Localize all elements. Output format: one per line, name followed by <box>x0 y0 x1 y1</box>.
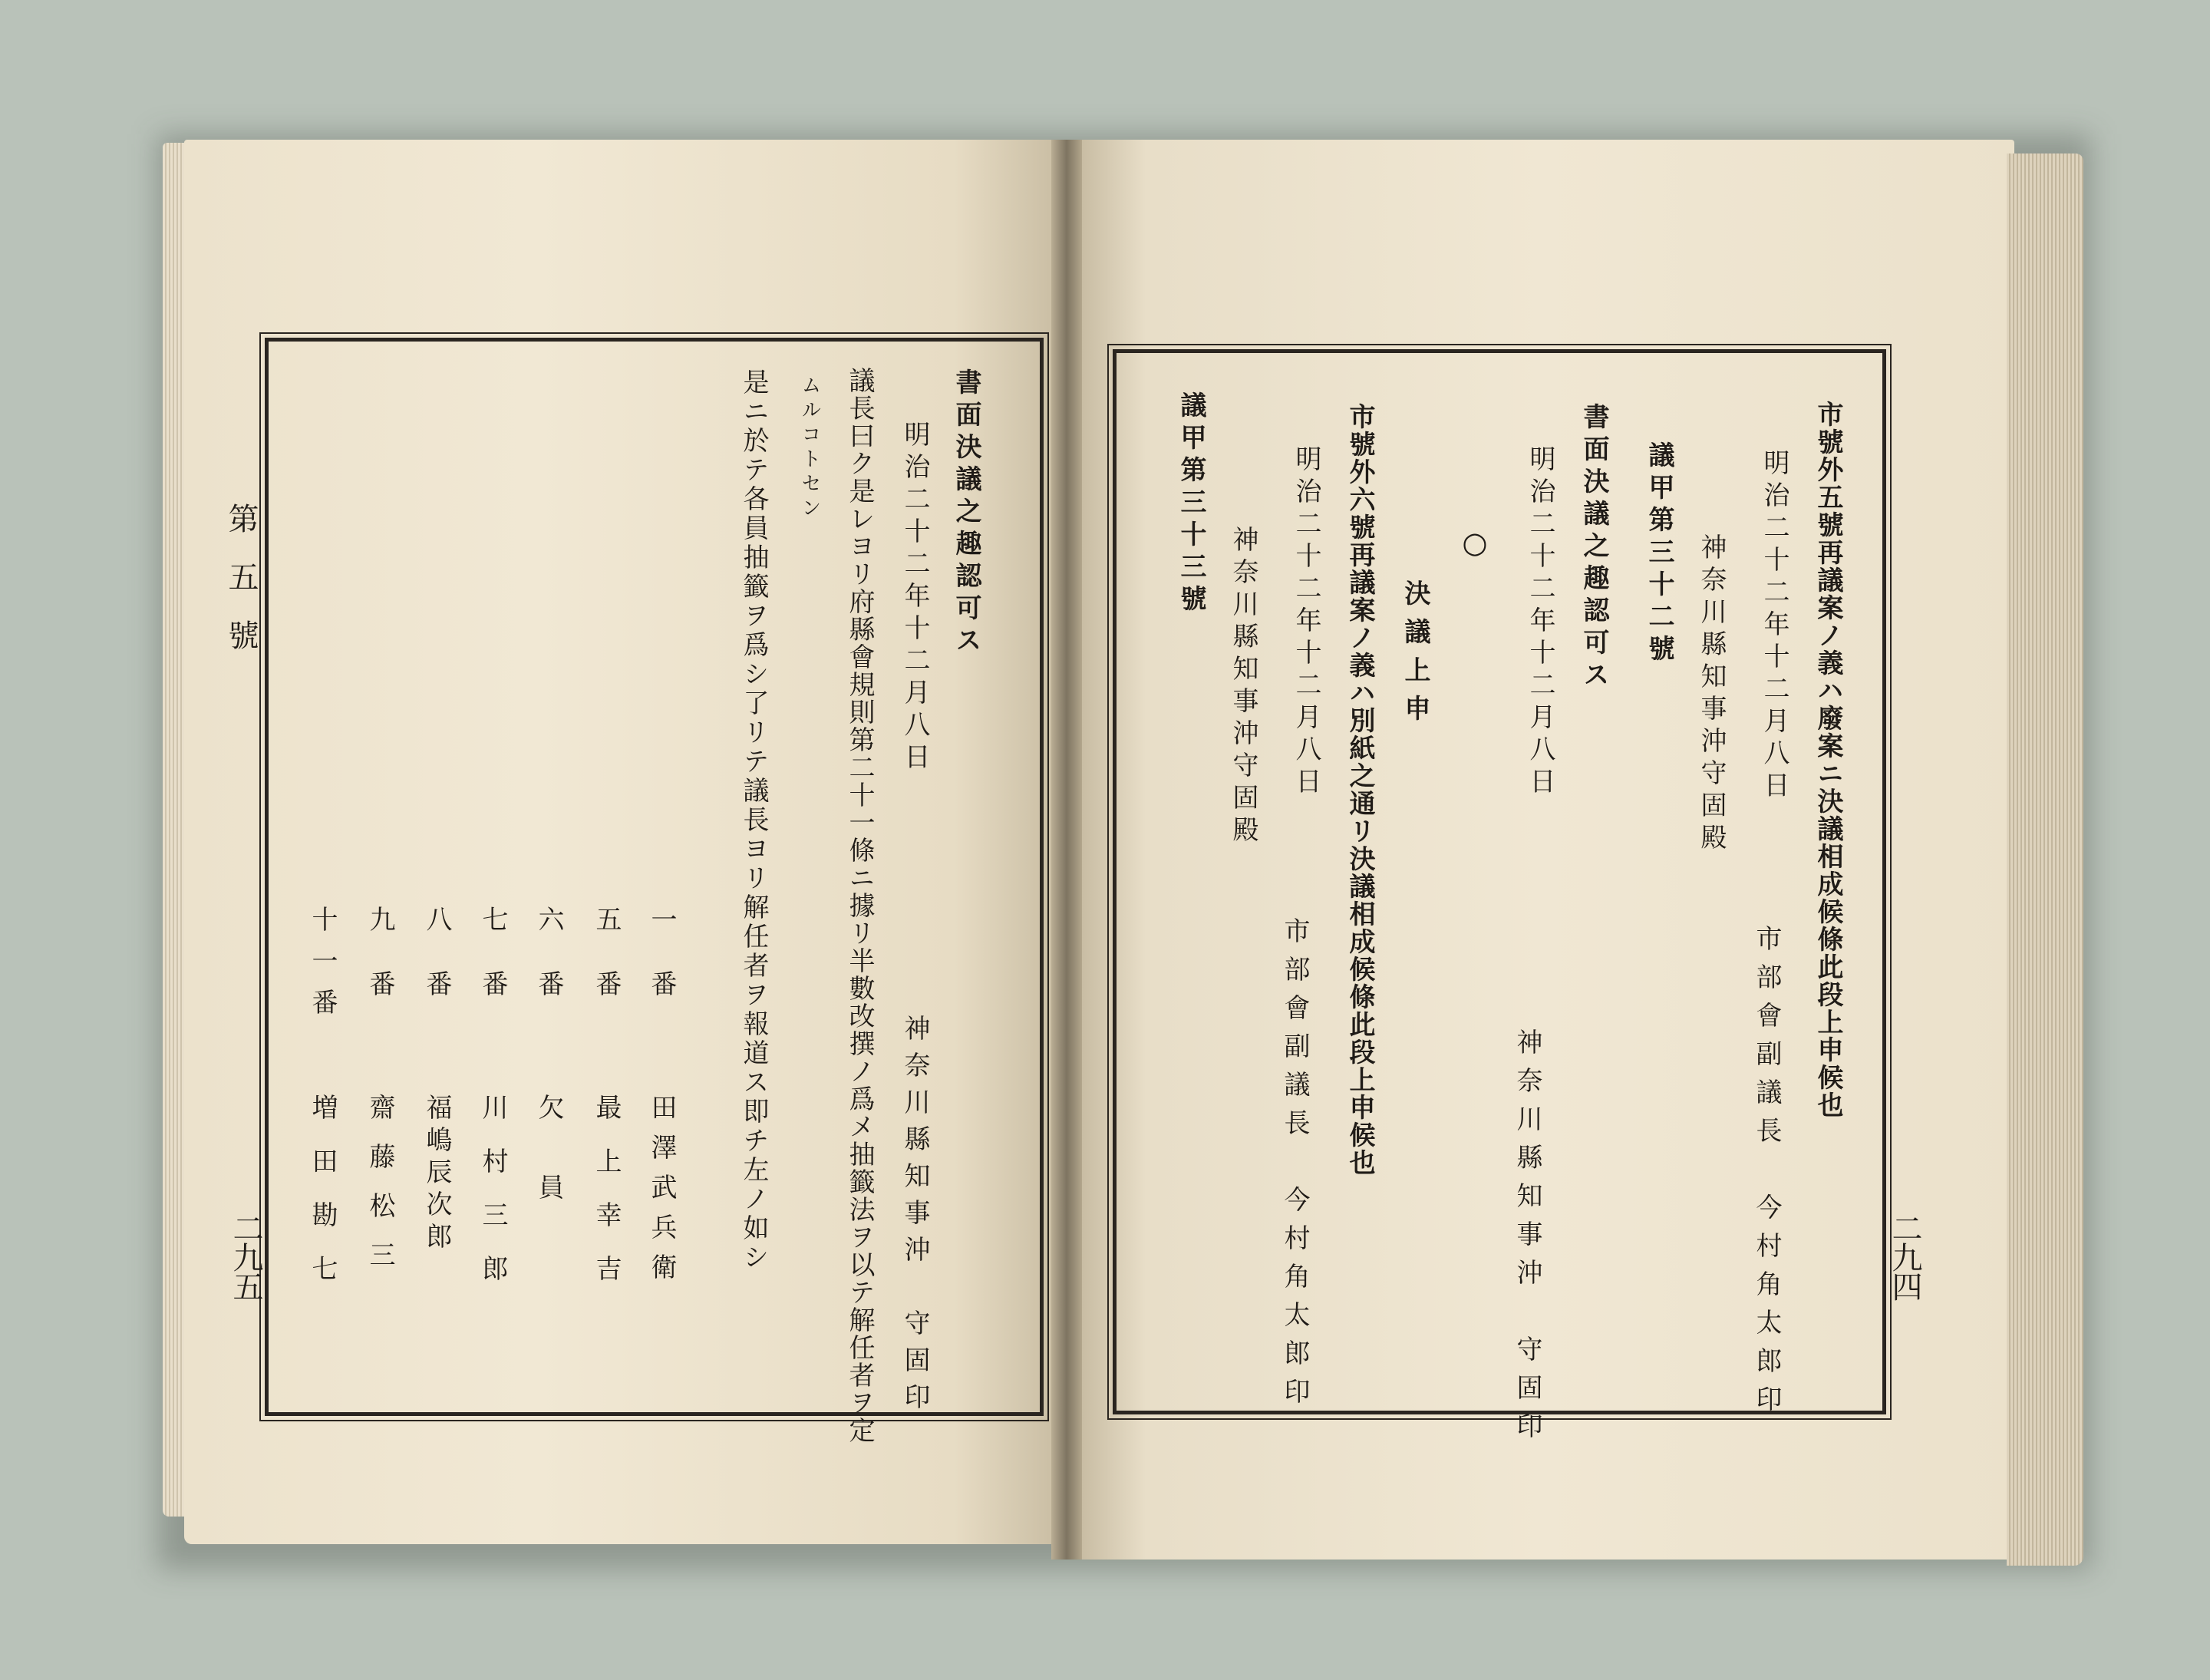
member-seat-7: 十一番 <box>307 906 338 1030</box>
right-col-6: 書面決議之趣認可ス <box>1578 403 1609 693</box>
right-col-8: 神奈川縣知事沖 守固印 <box>1512 1028 1542 1451</box>
member-seat-6: 九番 <box>364 906 395 1035</box>
right-col-11: 市號外六號再議案ノ義ハ別紙之通リ決議相成候條此段上申候也 <box>1344 403 1375 1177</box>
member-name-4: 川村三郎 <box>477 1094 508 1309</box>
right-page-edges <box>2007 153 2083 1566</box>
member-name-5: 福嶋辰次郎 <box>421 1094 452 1255</box>
left-col-6: 是ニ於テ各員抽籤ヲ爲シ了リテ議長ヨリ解任者ヲ報道ス即チ左ノ如シ <box>738 368 769 1272</box>
left-col-3: 神奈川縣知事沖 守固印 <box>899 1015 930 1420</box>
member-seat-1: 一番 <box>646 906 677 1035</box>
section-header: 第五號 <box>223 503 259 678</box>
left-col-5: ムルコトセン <box>798 375 821 522</box>
book-gutter <box>1051 140 1082 1560</box>
member-seat-3: 六番 <box>533 906 564 1035</box>
member-seat-4: 七番 <box>477 906 508 1035</box>
member-seat-5: 八番 <box>421 906 452 1035</box>
right-col-3: 市部會副議長 今村角太郎印 <box>1751 925 1782 1424</box>
right-col-10: 決議上申 <box>1400 579 1430 733</box>
right-col-14: 神奈川縣知事沖守固殿 <box>1228 526 1258 848</box>
right-col-9: ○ <box>1458 526 1492 566</box>
member-name-1: 田澤武兵衛 <box>646 1094 677 1293</box>
right-col-15: 議甲第三十三號 <box>1176 391 1206 617</box>
left-col-4: 議長曰ク是レヨリ府縣會規則第二十一條ニ據リ半數改撰ノ爲メ抽籤法ヲ以テ解任者ヲ定 <box>844 367 875 1444</box>
right-col-5: 議甲第三十二號 <box>1644 441 1674 667</box>
right-col-7: 明治二十二年十二月八日 <box>1525 445 1555 800</box>
member-name-6: 齋藤松三 <box>364 1094 395 1290</box>
member-name-3: 欠員 <box>533 1094 564 1253</box>
right-col-4: 神奈川縣知事沖守固殿 <box>1696 533 1727 856</box>
member-seat-2: 五番 <box>591 906 622 1035</box>
page-number-right: 二九四 <box>1887 1213 1922 1300</box>
right-col-13: 市部會副議長 今村角太郎印 <box>1279 917 1310 1416</box>
right-col-1: 市號外五號再議案ノ義ハ廢案ニ決議相成候條此段上申候也 <box>1813 401 1843 1119</box>
left-col-2: 明治二十二年十二月八日 <box>899 421 930 775</box>
member-name-2: 最上幸吉 <box>591 1094 622 1309</box>
member-name-7: 増田勘七 <box>307 1094 338 1309</box>
page-number-left: 二九五 <box>228 1213 263 1300</box>
left-col-1: 書面決議之趣認可ス <box>951 368 981 658</box>
right-col-2: 明治二十二年十二月八日 <box>1759 449 1789 804</box>
right-col-12: 明治二十二年十二月八日 <box>1291 445 1321 800</box>
